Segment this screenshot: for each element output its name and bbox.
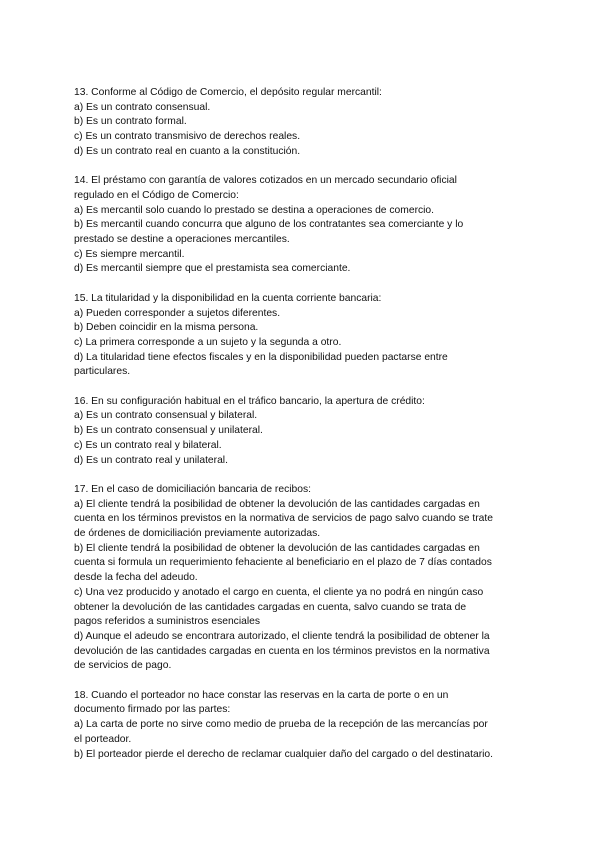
question-14-option-c: c) Es siempre mercantil. <box>74 248 185 260</box>
question-17-option-d: d) Aunque el adeudo se encontrara autorizado, el cliente tendrá la posibilidad de obtener la <box>74 630 490 642</box>
question-17-option-b-cont-1: cuenta si formula un requerimiento fehaciente al beneficiario en el plazo de 7 días contados <box>74 557 492 569</box>
question-14-option-b: b) Es mercantil cuando concurra que alguno de los contratantes sea comerciante y lo <box>74 219 464 231</box>
question-17 <box>74 483 554 674</box>
question-17-option-a: a) El cliente tendrá la posibilidad de obtener la devolución de las cantidades cargadas en <box>74 498 480 510</box>
question-15-option-d-cont: particulares. <box>74 366 131 378</box>
question-14-option-d: d) Es mercantil siempre que el prestamista sea comerciante. <box>74 263 351 275</box>
question-14-stem: 14. El préstamo con garantía de valores cotizados en un mercado secundario oficial <box>74 175 457 187</box>
question-16-stem: 16. En su configuración habitual en el tráfico bancario, la apertura de crédito: <box>74 395 425 407</box>
question-16-option-b: b) Es un contrato consensual y unilateral. <box>74 425 263 437</box>
question-14 <box>74 174 554 277</box>
question-17-option-c: c) Una vez producido y anotado el cargo en cuenta, el cliente ya no podrá en ningún caso <box>74 586 484 598</box>
question-16-option-a: a) Es un contrato consensual y bilateral. <box>74 410 258 422</box>
question-18-option-b: b) El porteador pierde el derecho de reclamar cualquier daño del cargado o del destinatario. <box>74 748 493 760</box>
question-17-option-a-cont-2: de órdenes de domiciliación previamente autorizadas. <box>74 528 321 540</box>
question-14-option-a: a) Es mercantil solo cuando lo prestado se destina a operaciones de comercio. <box>74 204 435 216</box>
question-13-option-d: d) Es un contrato real en cuanto a la constitución. <box>74 145 301 157</box>
question-15-option-a: a) Pueden corresponder a sujetos diferentes. <box>74 307 281 319</box>
question-17-option-d-cont-2: de servicios de pago. <box>74 660 172 672</box>
question-15-option-d: d) La titularidad tiene efectos fiscales y en la disponibilidad pueden pactarse entre <box>74 351 448 363</box>
question-13-option-c: c) Es un contrato transmisivo de derechos reales. <box>74 131 301 143</box>
question-17-option-c-cont-1: obtener la devolución de las cantidades cargadas en cuenta, salvo cuando se trata de <box>74 601 467 613</box>
question-17-option-b-cont-2: desde la fecha del adeudo. <box>74 572 198 584</box>
question-13-stem: 13. Conforme al Código de Comercio, el depósito regular mercantil: <box>74 87 382 98</box>
question-17-option-a-cont-1: cuenta en los términos previstos en la normativa de servicios de pago salvo cuando se trate <box>74 513 493 525</box>
question-16-option-d: d) Es un contrato real y unilateral. <box>74 454 228 466</box>
question-17-option-d-cont-1: devolución de las cantidades cargadas en cuenta en los términos previstos en la normativa <box>74 645 490 657</box>
question-16-option-c: c) Es un contrato real y bilateral. <box>74 439 222 451</box>
question-18-option-a-cont: el porteador. <box>74 733 132 745</box>
question-17-option-b: b) El cliente tendrá la posibilidad de obtener la devolución de las cantidades cargadas en <box>74 542 480 554</box>
question-17-option-c-cont-2: pagos referidos a suministros esenciales <box>74 616 261 628</box>
question-13-option-a: a) Es un contrato consensual. <box>74 101 211 113</box>
question-13-option-b: b) Es un contrato formal. <box>74 116 187 128</box>
question-14-option-b-cont: prestado se destine a operaciones mercantiles. <box>74 234 290 246</box>
question-16 <box>74 395 554 469</box>
document-page <box>74 86 554 777</box>
question-15-option-c: c) La primera corresponde a un sujeto y la segunda a otro. <box>74 336 342 348</box>
question-18-stem: 18. Cuando el porteador no hace constar las reservas en la carta de porte o en un <box>74 689 449 701</box>
question-17-stem: 17. En el caso de domiciliación bancaria de recibos: <box>74 483 311 495</box>
question-14-stem-cont: regulado en el Código de Comercio: <box>74 189 239 201</box>
question-15-stem: 15. La titularidad y la disponibilidad en la cuenta corriente bancaria: <box>74 292 382 304</box>
question-13 <box>74 86 554 160</box>
question-15 <box>74 292 554 380</box>
question-15-option-b: b) Deben coincidir en la misma persona. <box>74 322 259 334</box>
question-18-stem-cont: documento firmado por las partes: <box>74 704 231 716</box>
question-18 <box>74 689 554 763</box>
question-18-option-a: a) La carta de porte no sirve como medio de prueba de la recepción de las mercancías por <box>74 719 488 731</box>
